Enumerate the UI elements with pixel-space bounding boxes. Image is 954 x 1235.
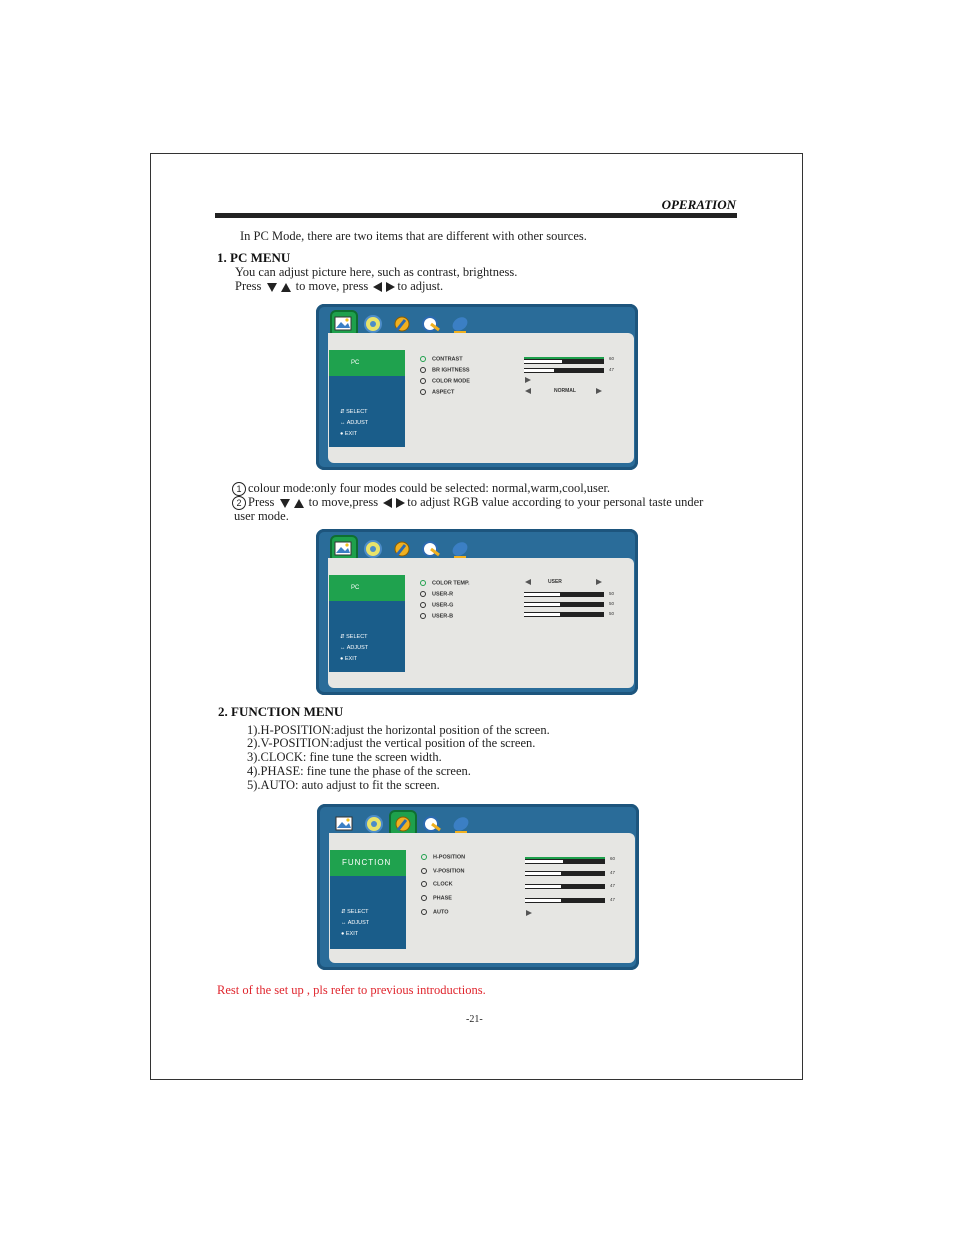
color-mode-arrow-icon	[525, 377, 531, 383]
arrow-left-icon	[373, 282, 382, 292]
osd-row-user-r: USER-R	[420, 591, 453, 597]
note-color-mode: 1 colour mode:only four modes could be selected: normal,warm,cool,user.	[232, 481, 610, 496]
osd-row-brightness: BR IGHTNESS	[420, 367, 470, 373]
page-number: -21-	[466, 1014, 483, 1025]
arrow-right-icon	[386, 282, 395, 292]
adjust-label: to adjust.	[397, 279, 444, 293]
move-label: to move, press	[295, 279, 369, 293]
function-item-3: 3).CLOCK: fine tune the screen width.	[247, 750, 442, 764]
auto-arrow-icon	[526, 910, 532, 916]
nav-select: ⇵ SELECT	[340, 409, 368, 415]
aspect-left-icon	[525, 388, 531, 394]
intro-text: In PC Mode, there are two items that are different with other sources.	[240, 229, 587, 243]
brightness-value: 47	[609, 367, 615, 372]
nav-adjust: ↔ ADJUST	[340, 645, 369, 651]
header-rule	[215, 213, 737, 218]
osd-row-color-temp: COLOR TEMP.	[420, 580, 470, 586]
clock-bar	[525, 884, 605, 889]
note-marker-1: 1	[232, 482, 246, 496]
arrow-left-icon	[383, 498, 392, 508]
h-position-bar	[525, 857, 605, 864]
user-r-bar	[524, 592, 604, 597]
user-r-value: 50	[609, 591, 615, 596]
arrow-down-icon	[267, 283, 277, 292]
color-temp-left-icon	[525, 579, 531, 585]
osd-row-user-g: USER-G	[420, 602, 453, 608]
osd-row-contrast: CONTRAST	[420, 356, 463, 362]
user-g-bar	[524, 602, 604, 607]
aspect-right-icon	[596, 388, 602, 394]
osd-pc-menu-screenshot	[316, 304, 638, 470]
function-menu-heading: 2. FUNCTION MENU	[218, 704, 344, 719]
arrow-down-icon	[280, 499, 290, 508]
clock-value: 47	[610, 883, 616, 888]
nav-exit: ● EXIT	[341, 931, 359, 937]
osd-row-phase: PHASE	[421, 895, 452, 901]
color-temp-right-icon	[596, 579, 602, 585]
osd-side-title: FUNCTION	[330, 850, 406, 876]
pc-menu-heading: 1. PC MENU	[217, 250, 291, 265]
function-item-4: 4).PHASE: fine tune the phase of the screen.	[247, 764, 471, 778]
aspect-value: NORMAL	[554, 388, 576, 394]
osd-row-clock: CLOCK	[421, 881, 453, 887]
arrow-up-icon	[294, 499, 304, 508]
osd-side-title: PC	[329, 350, 405, 376]
user-b-value: 50	[609, 611, 615, 616]
phase-bar	[525, 898, 605, 903]
v-position-bar	[525, 871, 605, 876]
osd-row-color-mode: COLOR MODE	[420, 378, 470, 384]
section-title: OPERATION	[661, 197, 736, 212]
osd-side-title: PC	[329, 575, 405, 601]
note-rgb-adjust-cont: user mode.	[234, 509, 289, 523]
osd-function-menu-screenshot	[317, 804, 639, 970]
nav-exit: ● EXIT	[340, 431, 358, 437]
nav-adjust: ↔ ADJUST	[340, 420, 369, 426]
osd-row-h-position: H-POSITION	[421, 854, 465, 860]
h-position-value: 60	[610, 856, 616, 861]
pc-menu-description: You can adjust picture here, such as contrast, brightness.	[235, 265, 518, 279]
nav-adjust: ↔ ADJUST	[341, 920, 370, 926]
osd-side-panel	[329, 575, 405, 672]
pc-menu-instructions	[235, 279, 443, 294]
function-item-5: 5).AUTO: auto adjust to fit the screen.	[247, 778, 440, 792]
user-b-bar	[524, 612, 604, 617]
user-g-value: 50	[609, 601, 615, 606]
osd-color-temp-screenshot	[316, 529, 638, 695]
brightness-bar	[524, 368, 604, 373]
footer-note: Rest of the set up , pls refer to previous introductions.	[217, 983, 486, 997]
nav-select: ⇵ SELECT	[341, 909, 369, 915]
arrow-right-icon	[396, 498, 405, 508]
osd-row-v-position: V-POSITION	[421, 868, 464, 874]
note-marker-2: 2	[232, 496, 246, 510]
phase-value: 47	[610, 897, 616, 902]
contrast-value: 60	[609, 356, 615, 361]
osd-side-panel	[330, 850, 406, 949]
function-item-1: 1).H-POSITION:adjust the horizontal position of the screen.	[247, 723, 550, 737]
osd-side-panel	[329, 350, 405, 447]
contrast-bar	[524, 357, 604, 364]
osd-row-user-b: USER-B	[420, 613, 453, 619]
v-position-value: 47	[610, 870, 616, 875]
function-item-2: 2).V-POSITION:adjust the vertical position of the screen.	[247, 736, 536, 750]
nav-select: ⇵ SELECT	[340, 634, 368, 640]
nav-exit: ● EXIT	[340, 656, 358, 662]
press-label: Press	[235, 279, 262, 293]
color-temp-value: USER	[548, 579, 562, 585]
arrow-up-icon	[281, 283, 291, 292]
note-rgb-adjust: 2 Press to move,press to adjust RGB value according to your personal taste under	[232, 495, 703, 510]
osd-row-auto: AUTO	[421, 909, 448, 915]
osd-row-aspect: ASPECT	[420, 389, 454, 395]
